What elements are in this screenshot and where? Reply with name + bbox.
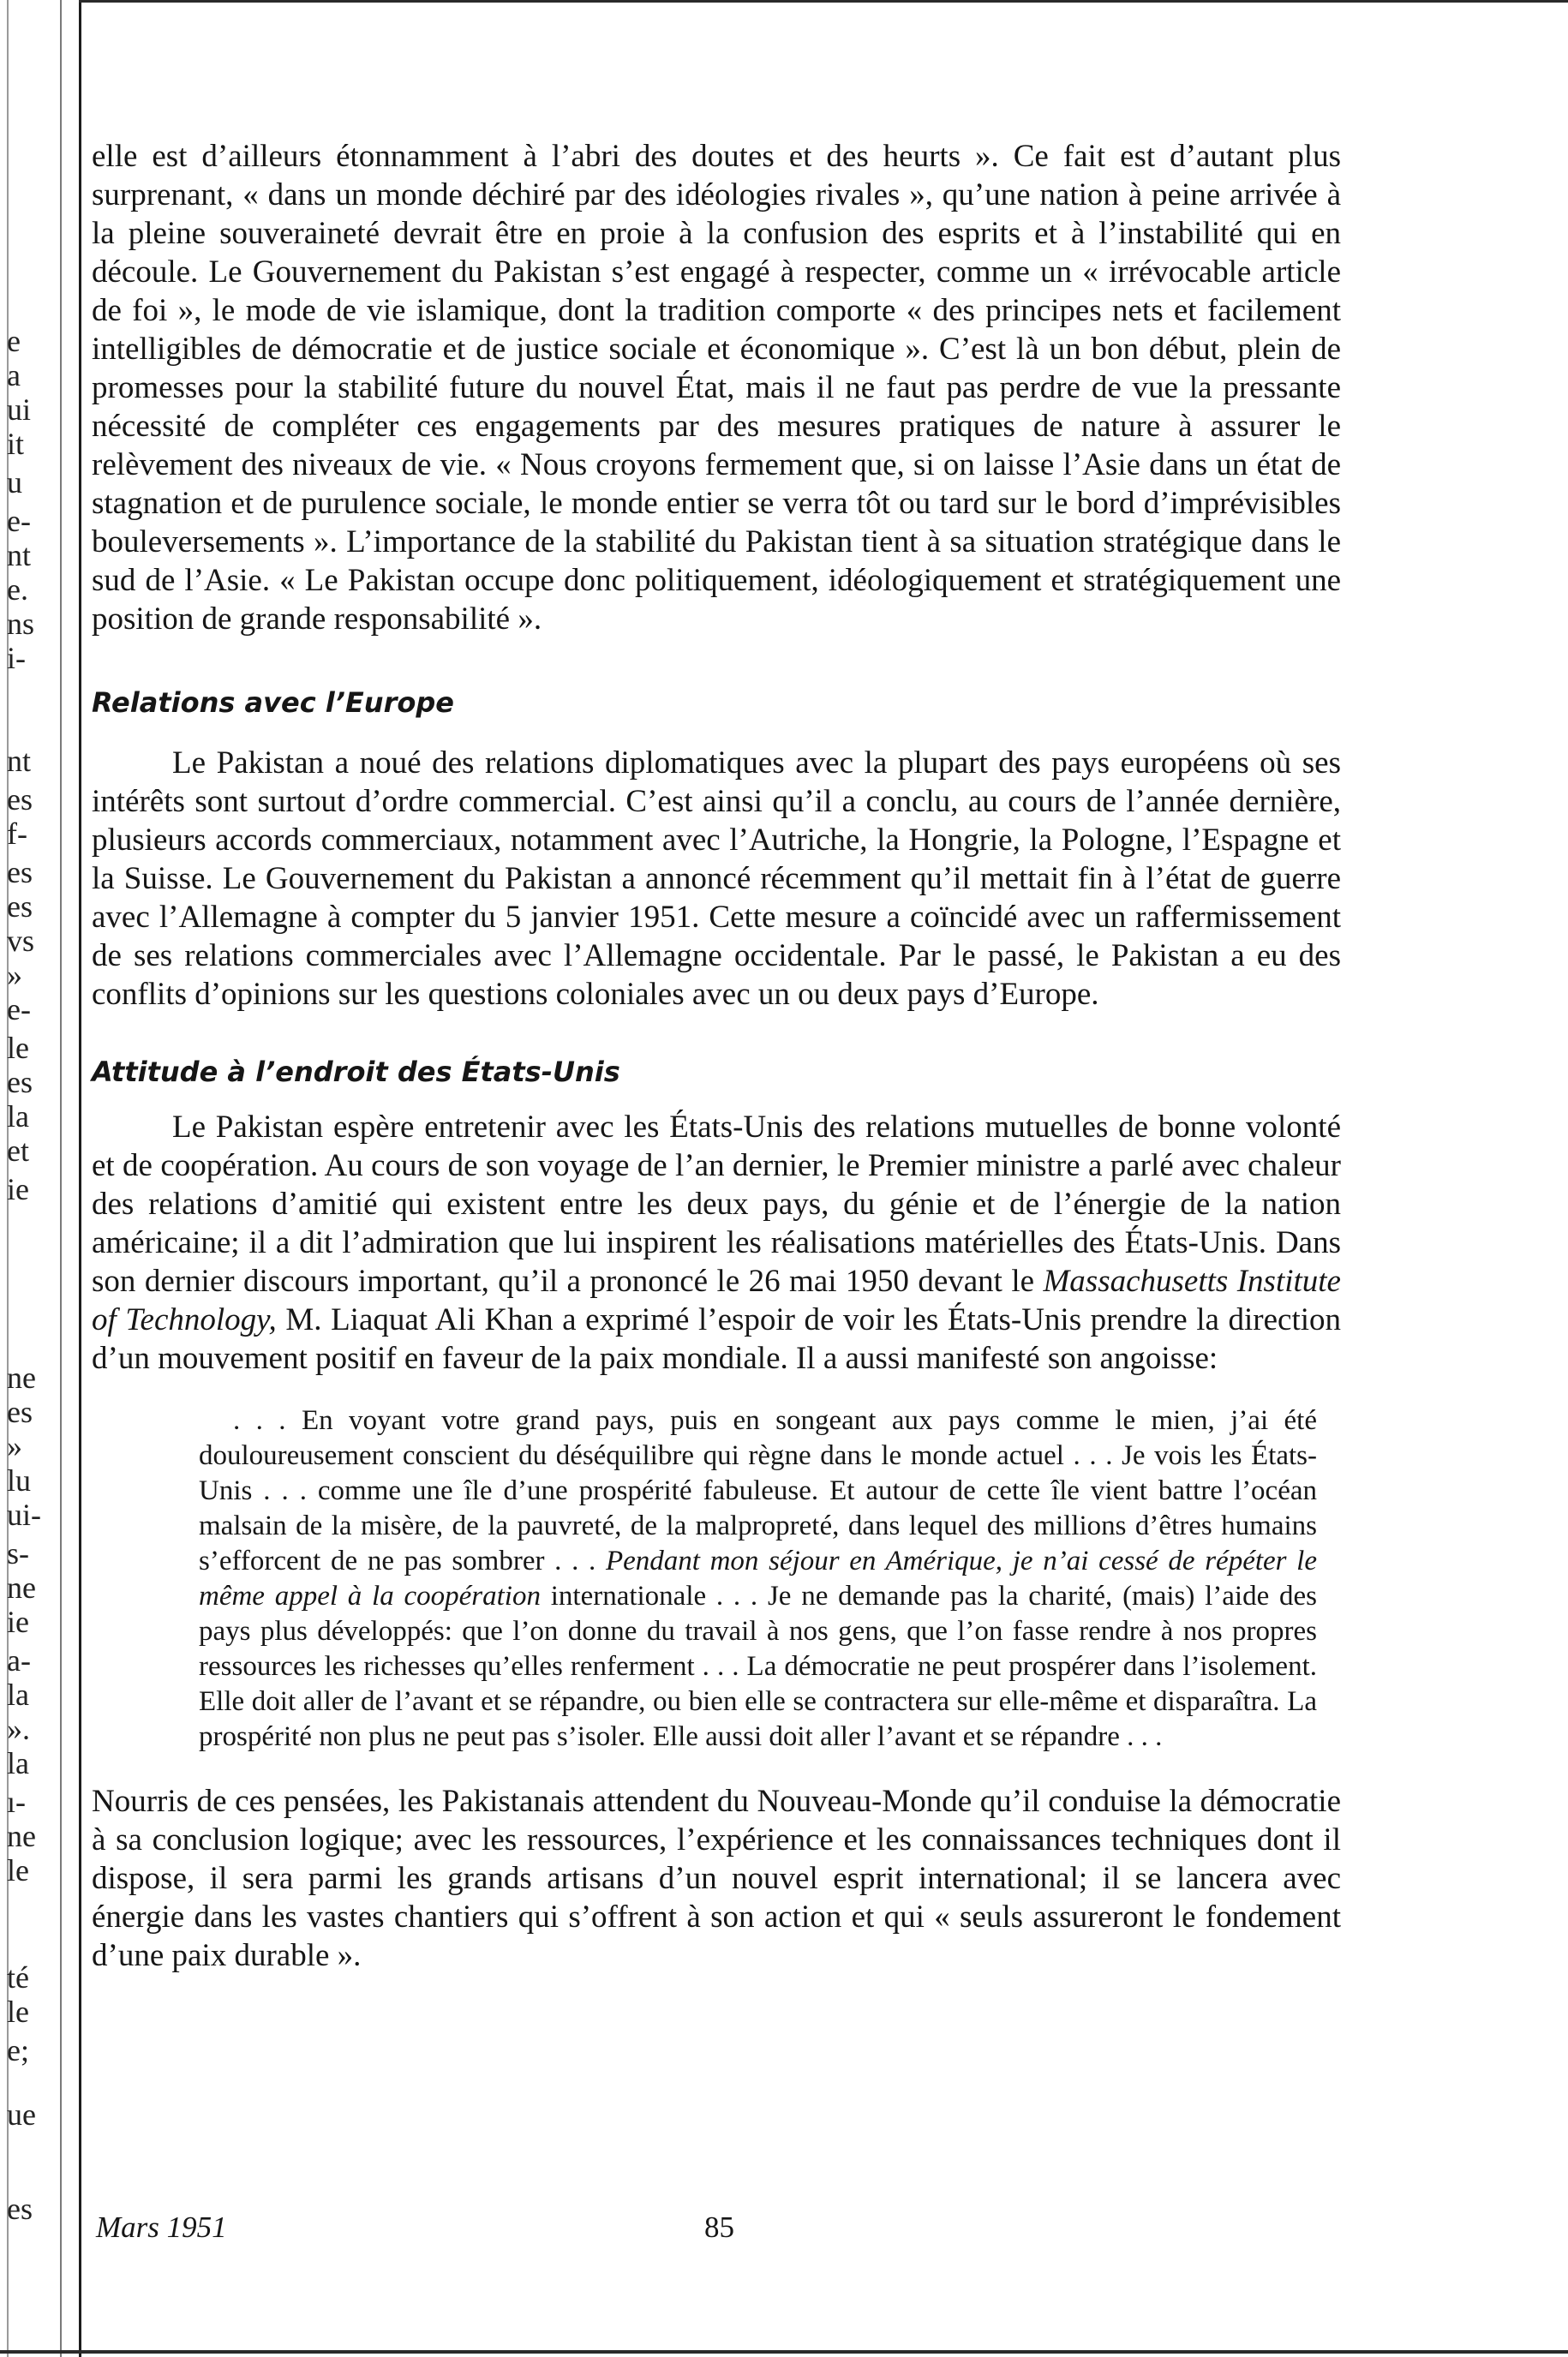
bottom-border bbox=[0, 2350, 1568, 2354]
gutter-fragment: e bbox=[7, 324, 21, 358]
gutter-fragment: a- bbox=[7, 1643, 31, 1678]
gutter-fragment: es bbox=[7, 1395, 33, 1429]
gutter-fragment: ie bbox=[7, 1605, 29, 1639]
page-body bbox=[92, 137, 1341, 1975]
gutter-fragment: es bbox=[7, 889, 33, 924]
gutter-fragment: nt bbox=[7, 538, 32, 572]
gutter-fragment: » bbox=[7, 1429, 22, 1463]
gutter-fragment: ne bbox=[7, 1819, 36, 1853]
gutter-fragment: et bbox=[7, 1134, 29, 1168]
gutter-fragment: e; bbox=[7, 2033, 29, 2067]
gutter-fragment: ». bbox=[7, 1712, 30, 1746]
left-gutter-margin bbox=[0, 0, 81, 2357]
gutter-fragment: vs bbox=[7, 924, 35, 958]
gutter-fragment: u bbox=[7, 465, 22, 500]
gutter-fragment: e- bbox=[7, 992, 31, 1026]
gutter-fragment: es bbox=[7, 2192, 33, 2226]
gutter-fragment: la bbox=[7, 1099, 29, 1134]
usa-text-part2: M. Liaquat Ali Khan a exprimé l’espoir de voir les États-Unis prendre la direction d’un mouvement positif en faveur de la paix mondiale. Il a aussi manifesté son angoisse: bbox=[92, 1302, 1342, 1376]
gutter-fragment: lu bbox=[7, 1463, 32, 1498]
conclusion-paragraph: Nourris de ces pensées, les Pakistanais attendent du Nouveau-Monde qu’il conduise la démocratie à sa conclusion logique; avec les ressources, l’expérience et les connaissances techniques dont il dispose, il sera parmi les grands artisans d’un nouvel esprit international; il se lancera avec énergie dans les vastes chantiers qui s’offrent à son action et qui « seuls assureront le fondement d’une paix durable ». bbox=[92, 1784, 1341, 1973]
footer-date: Mars 1951 bbox=[96, 2210, 227, 2244]
gutter-fragment: es bbox=[7, 855, 33, 889]
top-border bbox=[79, 0, 1568, 3]
gutter-fragment: es bbox=[7, 782, 33, 817]
gutter-fragment: ne bbox=[7, 1570, 36, 1605]
section-heading-usa: Attitude à l’endroit des États-Unis bbox=[92, 1056, 620, 1088]
intro-paragraph: elle est d’ailleurs étonnamment à l’abri des doutes et des heurts ». Ce fait est d’autant plus surprenant, « dans un monde déchiré par des idéologies rivales », qu’une nation à peine arrivée à la pleine souveraineté devrait être en proie à la confusion des esprits et à l’instabilité qui en découle. Le Gouvernement du Pakistan s’est engagé à respecter, comme un « irrévocable article de foi », le mode de vie islamique, dont la tradition comporte « des principes nets et facilement intelligibles de démocratie et de justice sociale et économique ». C’est là un bon début, plein de promesses pour la stabilité future du nouvel État, mais il ne faut pas perdre de vue la pressante nécessité de compléter ces engagements par des mesures pratiques de nature à assurer le relèvement des niveaux de vie. « Nous croyons fermement que, si on laisse l’Asie dans un état de stagnation et de purulence sociale, le monde entier se verra tôt ou tard sur le bord d’imprévisibles bouleversements ». L’importance de la stabilité du Pakistan tient à sa situation stratégique dans le sud de l’Asie. « Le Pakistan occupe donc politiquement, idéologiquement et stratégiquement une position de grande responsabilité ». bbox=[92, 139, 1341, 637]
gutter-fragment: e. bbox=[7, 572, 28, 607]
gutter-fragment: té bbox=[7, 1960, 29, 1995]
page-number: 85 bbox=[704, 2210, 734, 2244]
gutter-fragment: ı- bbox=[7, 1785, 26, 1819]
quote-paragraph bbox=[199, 1403, 1317, 1755]
usa-text-part1: Le Pakistan espère entretenir avec les États-Unis des relations mutuelles de bonne volonté et de coopération. Au cours de son voyage de l’an dernier, le Premier ministre a parlé avec chaleur des relations d’amitié qui existent entre les deux pays, du génie et de l’énergie de la nation américaine; il a dit l’admiration que lui inspirent les réalisations matérielles des États-Unis. Dans son dernier discours important, qu’il a prononcé le 26 mai 1950 devant le bbox=[92, 1110, 1341, 1299]
gutter-binding-line bbox=[60, 0, 62, 2357]
quote-text-part1: . . . En voyant votre grand pays, puis en songeant aux pays comme le mien, j’ai été douloureusement conscient du déséquilibre qui règne dans le monde actuel . . . Je vois les États-Unis . . . comme une île d’une prospérité fabuleuse. Et autour de cette île vient battre l’océan malsain de la misère, de la pauvreté, de la malpropreté, dans lequel des millions d’êtres humains s’efforcent de ne pas sombrer . . . bbox=[199, 1405, 1317, 1576]
usa-paragraph bbox=[92, 1108, 1341, 1378]
gutter-fragment: f- bbox=[7, 817, 27, 851]
quote-italic-text: Pendant mon séjour en Amérique, je n’ai cessé de répéter le même appel à la coopération bbox=[199, 1546, 1317, 1612]
gutter-fragment: a bbox=[7, 358, 21, 392]
gutter-fragment: ns bbox=[7, 607, 35, 641]
quote-text-part2: internationale . . . Je ne demande pas la charité, (mais) l’aide des pays plus développés: que l’on donne du travail à nos gens, que l’on fasse rendre à nos propres ressources les richesses qu’elles renferment . . . La démocratie ne peut prospérer dans l’isolement. Elle doit aller de l’avant et se répandre, ou bien elle se contractera sur elle-même et disparaîtra. La prospérité non plus ne peut pas s’isoler. Elle aussi doit aller l’avant et se répandre . . . bbox=[199, 1581, 1318, 1752]
section-heading-europe: Relations avec l’Europe bbox=[92, 686, 454, 719]
gutter-fragment: ie bbox=[7, 1172, 29, 1206]
gutter-fragment: it bbox=[7, 427, 25, 461]
europe-paragraph: Le Pakistan a noué des relations diplomatiques avec la plupart des pays européens où ses intérêts sont surtout d’ordre commercial. C’est ainsi qu’il a conclu, au cours de l’année dernière, plusieurs accords commerciaux, notamment avec l’Autriche, la Hongrie, la Pologne, l’Espagne et la Suisse. Le Gouvernement du Pakistan a annoncé récemment qu’il mettait fin à l’état de guerre avec l’Allemagne à compter du 5 janvier 1951. Cette mesure a coïncidé avec un raffermissement de ses relations commerciales avec l’Allemagne occidentale. Par le passé, le Pakistan a eu des conflits d’opinions sur les questions coloniales avec un ou deux pays d’Europe. bbox=[92, 745, 1341, 1012]
gutter-fragment: nt bbox=[7, 744, 32, 778]
institute-name: Massachusetts Institute of Technology, bbox=[92, 1264, 1341, 1337]
gutter-fragment: i- bbox=[7, 641, 26, 675]
gutter-fragment: ne bbox=[7, 1361, 36, 1395]
gutter-fragment: es bbox=[7, 1065, 33, 1099]
gutter-fragment: la bbox=[7, 1678, 29, 1712]
block-quote bbox=[199, 1403, 1317, 1755]
gutter-fragment: ue bbox=[7, 2097, 36, 2132]
gutter-fragment: ui bbox=[7, 392, 32, 427]
gutter-fragment: la bbox=[7, 1746, 29, 1780]
gutter-fragment: s- bbox=[7, 1536, 29, 1570]
gutter-fragment: ui- bbox=[7, 1498, 41, 1532]
gutter-fragment: le bbox=[7, 1995, 29, 2029]
gutter-fragment: e- bbox=[7, 504, 31, 538]
gutter-fragment: le bbox=[7, 1853, 29, 1887]
gutter-fragment: le bbox=[7, 1031, 29, 1065]
gutter-fragment: » bbox=[7, 958, 22, 992]
